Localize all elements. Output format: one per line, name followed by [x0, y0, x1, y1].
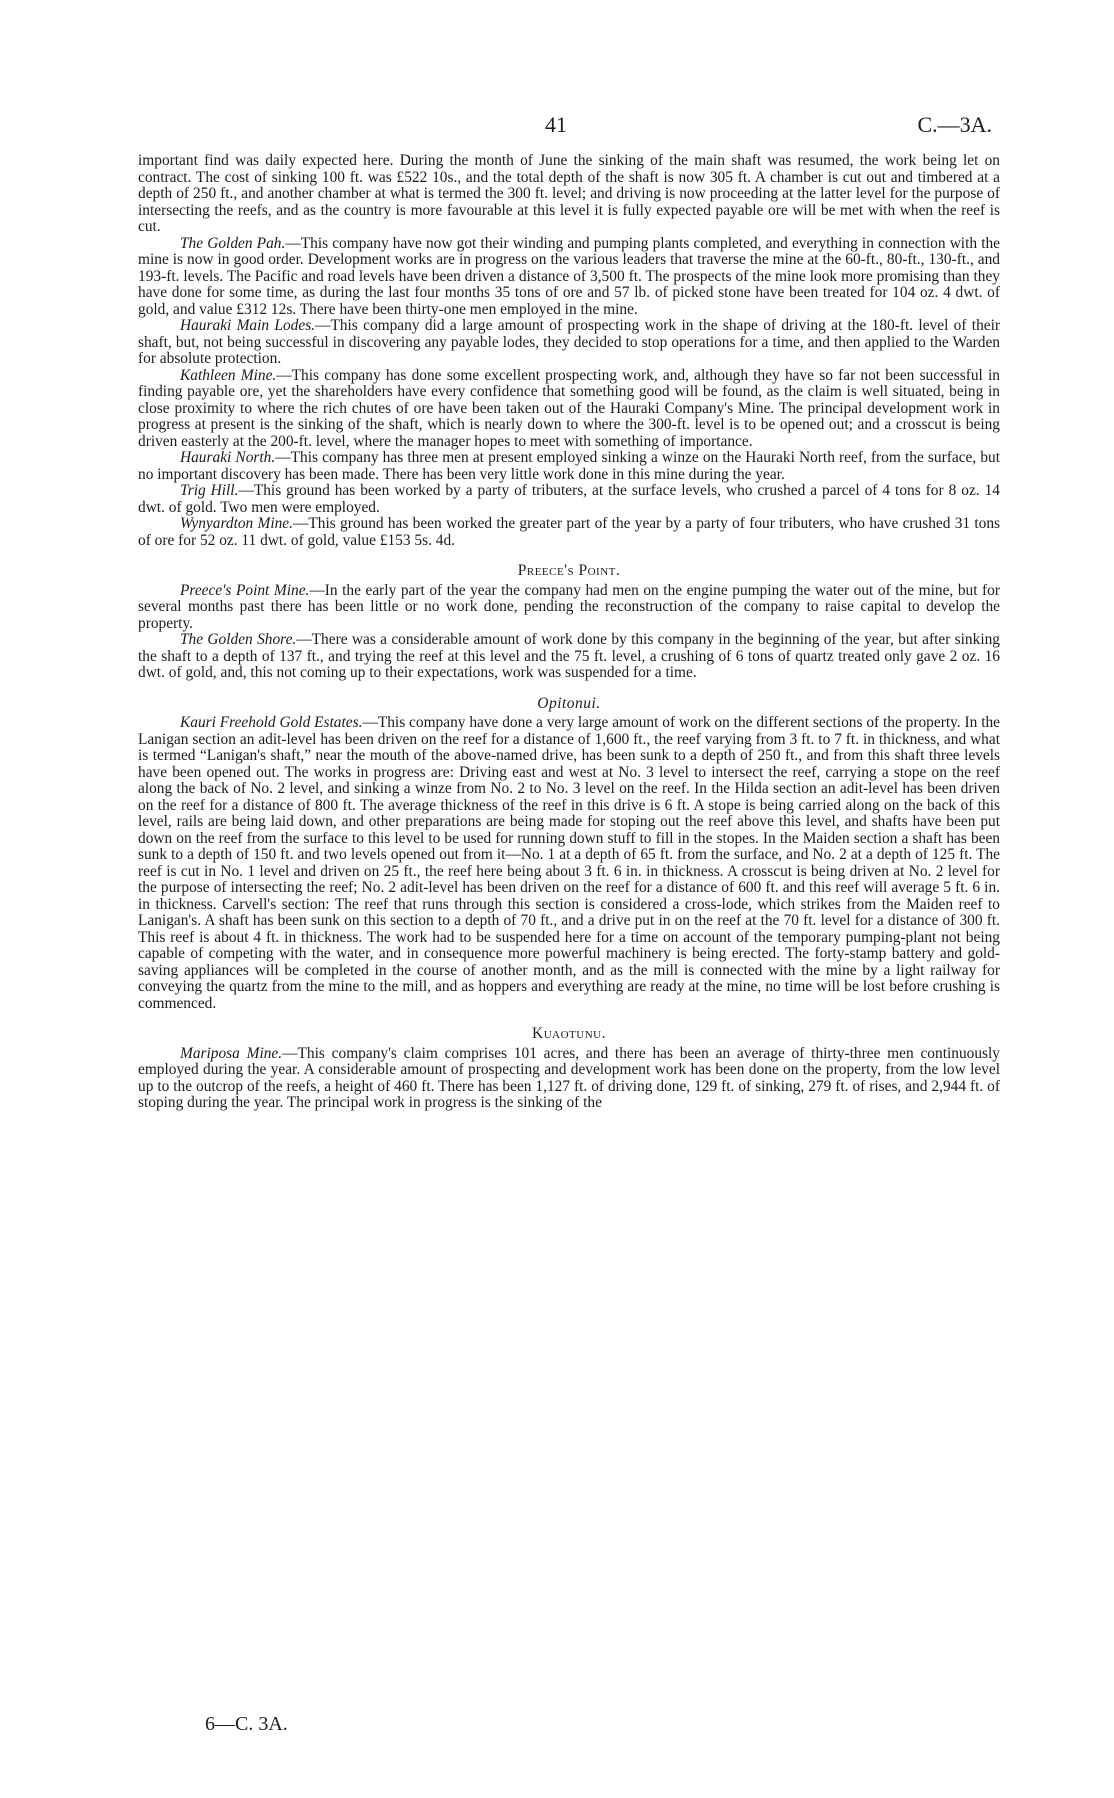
mine-name: Hauraki North. — [180, 449, 276, 466]
paragraph-text: —There was a considerable amount of work done by this company in the beginning of the year, but after sinking the shaft to a depth of 137 ft., and trying the reef at this level and the 75 ft. level, a crushing of 6 tons of quartz treated only gave 2 oz. 16 dwt. of gold, and, this not coming up to their expectations, work was suspended for a time. — [138, 631, 1000, 681]
continuation-paragraph — [138, 153, 1000, 236]
mine-name: Mariposa Mine. — [180, 1044, 283, 1062]
paragraph-wynyardton-mine — [138, 516, 1000, 549]
paragraph-text: —This company has done some excellent prospecting work, and, although they have so far not been successful in finding payable ore, yet the shareholders have every confidence that something good will be found, as the claim is well situated, being in close proximity to where the rich chutes of ore have been taken out of the Hauraki Company's Mine. The principal development work in progress at present is the sinking of the shaft, which is nearly down to where the 300-ft. level is to be opened out; and a crosscut is being driven easterly at the 200-ft. level, where the manager hopes to meet with something of importance. — [138, 366, 1001, 450]
mine-name: Hauraki Main Lodes. — [180, 317, 316, 334]
paragraph-text: —This ground has been worked by a party of tributers, at the surface levels, who crushed a parcel of 4 tons for 8 oz. 14 dwt. of gold. Two men were employed. — [138, 482, 1000, 516]
paragraph-text: —In the early part of the year the company had men on the engine pumping the water out of the mine, but for several months past there has been little or no work done, pending the reconstruction of the company to raise capital to develop the property. — [138, 581, 1000, 632]
page-number: 41 — [545, 112, 567, 137]
paragraph-golden-pah — [138, 236, 1000, 319]
paragraph-text: —This company's claim comprises 101 acres, and there has been an average of thirty-three men continuously employed during the year. A considerable amount of prospecting and development work has been done on the property, from the low level up to the outcrop of the reefs, a height of 460 ft. There has been 1,127 ft. of driving done, 129 ft. of sinking, 279 ft. of rises, and 2,944 ft. of stoping during the year. The principal work in progress is the sinking of the — [138, 1044, 1000, 1111]
section-heading-opitonui: Opitonui. — [537, 694, 601, 712]
section-heading-kuaotunu: Kuaotunu. — [532, 1025, 606, 1042]
paragraph-preeces-point-mine — [138, 583, 1000, 633]
paragraph-trig-hill — [138, 483, 1000, 516]
paragraph-hauraki-main-lodes — [138, 318, 1000, 368]
paragraph-kauri-freehold — [138, 715, 1000, 1012]
document-reference: C.—3A. — [917, 112, 992, 137]
mine-name: Trig Hill. — [180, 482, 239, 499]
mine-name: Preece's Point Mine. — [180, 581, 310, 599]
paragraph-text: —This company has three men at present employed sinking a winze on the Hauraki North reef, from the surface, but no important discovery has been made. There has been very little work done in this mine during the year. — [138, 449, 1001, 483]
paragraph-text: —This company have now got their winding and pumping plants completed, and everything in connection with the mine is now in good order. Development works are in progress on the various leaders that traverse the mine at the 60-ft., 80-ft., 130-ft., and 193-ft. levels. The Pacific and road levels have been driven a distance of 3,500 ft. The prospects of the mine look more promising than they have done for some time, as during the last four months 35 tons of ore and 57 lb. of picked stone have been treated for 104 oz. 4 dwt. of gold, and value £312 12s. There have been thirty-one men employed in the mine. — [138, 234, 1000, 318]
document-body — [138, 153, 1000, 1112]
footer-reference: 6—C. 3A. — [205, 1713, 288, 1735]
paragraph-kathleen-mine — [138, 368, 1000, 451]
paragraph-text: important find was daily expected here. During the month of June the sinking of the main shaft was resumed, the work being let on contract. The cost of sinking 100 ft. was £522 10s., and the total depth of the shaft is now 305 ft. A chamber is cut out and timbered at a depth of 250 ft., and another chamber at what is termed the 300 ft. level; and driving is now proceeding at the latter level for the purpose of intersecting the reefs, and as the country is more favourable at this level it is fully expected payable ore will be met with when the reef is cut. — [138, 152, 1000, 235]
paragraph-hauraki-north — [138, 450, 1000, 483]
section-heading-preeces-point: Preece's Point. — [517, 562, 621, 579]
paragraph-text: —This ground has been worked the greater part of the year by a party of four tributers, who have crushed 31 tons of ore for 52 oz. 11 dwt. of gold, value £153 5s. 4d. — [138, 515, 1001, 549]
mine-name: Kauri Freehold Gold Estates. — [180, 714, 363, 731]
paragraph-text: —This company have done a very large amount of work on the different sections of the property. In the Lanigan section an adit-level has been driven on the reef for a distance of 1,600 ft., the reef varying from 3 ft. to 7 ft. in thickness, and what is termed “Lanigan's shaft,” near the mouth of the above-named drive, has been sunk to a depth of 250 ft., and from this shaft three levels have been opened out. The works in progress are: Driving east and west at No. 3 level to intersect the reef, carrying a stope on the reef along the back of No. 2 level, and sinking a winze from No. 2 to No. 3 level on the reef. In the Hilda section an adit-level has been driven on the reef for a distance of 800 ft. The average thickness of the reef in this drive is 6 ft. A stope is being carried along on the back of this level, rails are being laid down, and other preparations are being made for stoping out the reef above this level, and shafts have been put down on the reef from the surface to this level to be used for running down stuff to fill in the stopes. In the Maiden section a shaft has been sunk to a depth of 150 ft. and two levels opened out from it—No. 1 at a depth of 65 ft. from the surface, and No. 2 at a depth of 125 ft. The reef is cut in No. 1 level and driven on 25 ft., the reef here being about 3 ft. 6 in. in thickness. A crosscut is being driven at No. 2 level for the purpose of intersecting the reef; No. 2 adit-level has been driven on the reef for a distance of 600 ft. and this reef will average 5 ft. 6 in. in thickness. Carvell's section: The reef that runs through this section is considered a cross-lode, which strikes from the Maiden reef to Lanigan's. A shaft has been sunk on this section to a depth of 70 ft., and a drive put in on the reef at the 70 ft. level for a distance of 300 ft. This reef is about 4 ft. in thickness. The work had to be suspended here for a time on account of the temporary pumping-plant not being capable of competing with the water, and in consequence more powerful machinery is being erected. The forty-stamp battery and gold-saving appliances will be completed in the course of another month, and as the mill is connected with the mine by a light railway for conveying the quartz from the mine to the mill, and as hoppers and everything are ready at the mine, no time will be lost before crushing is commenced. — [138, 714, 1000, 1012]
paragraph-mariposa-mine — [138, 1046, 1000, 1112]
paragraph-text: —This company did a large amount of prospecting work in the shape of driving at the 180-ft. level of their shaft, but, not being successful in discovering any payable lodes, they decided to stop operations for a time, and then applied to the Warden for absolute protection. — [138, 317, 1000, 367]
mine-name: Kathleen Mine. — [180, 366, 277, 384]
mine-name: The Golden Pah. — [180, 234, 286, 252]
mine-name: The Golden Shore. — [180, 631, 297, 648]
paragraph-golden-shore — [138, 632, 1000, 682]
mine-name: Wynyardton Mine. — [180, 515, 293, 532]
